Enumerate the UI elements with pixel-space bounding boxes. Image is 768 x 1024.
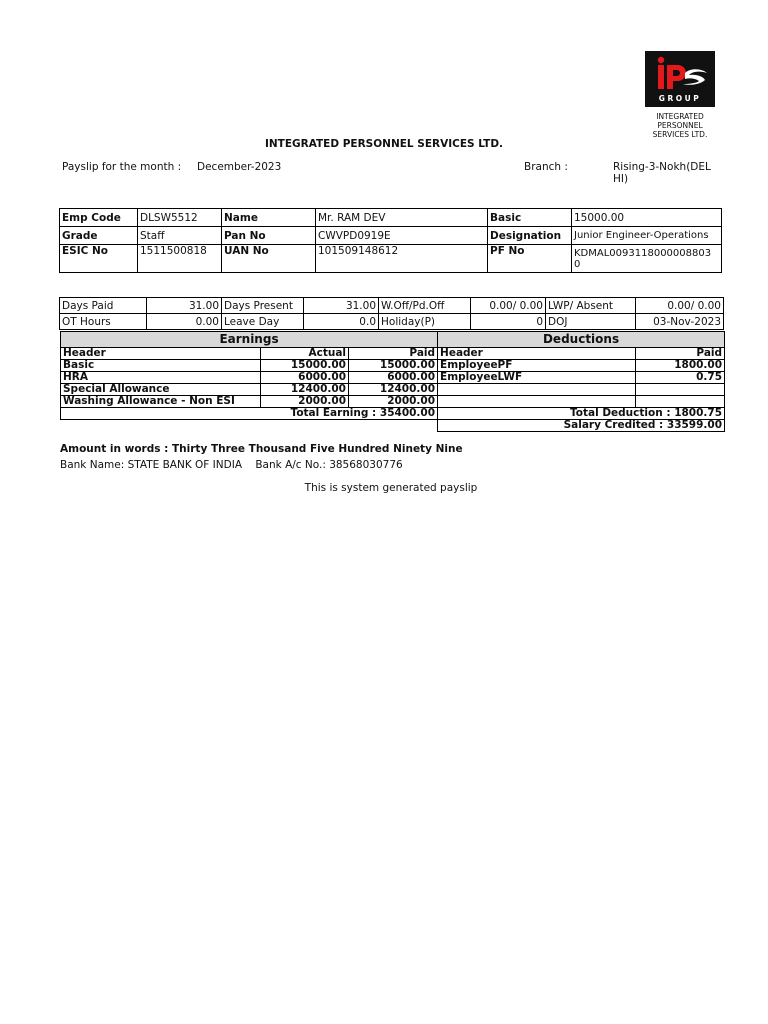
- earning-name: Special Allowance: [61, 384, 261, 396]
- ded-col-header: Header: [438, 348, 636, 360]
- pan-label: Pan No: [222, 227, 316, 245]
- earnings-title: Earnings: [61, 332, 438, 348]
- employee-info-table: [59, 208, 722, 273]
- earning-actual: 6000.00: [261, 372, 349, 384]
- emp-code-value: DLSW5512: [138, 209, 222, 227]
- earn-col-header: Header: [61, 348, 261, 360]
- table-row: [60, 209, 722, 227]
- deduction-name: EmployeePF: [438, 360, 636, 372]
- empty-cell: [61, 420, 438, 432]
- days-paid-label: Days Paid: [60, 298, 147, 314]
- deduction-name: EmployeeLWF: [438, 372, 636, 384]
- logo-caption-line: INTEGRATED: [656, 112, 704, 121]
- logo-group-text: GROUP: [658, 94, 702, 103]
- empty-cell: [636, 396, 725, 408]
- ot-label: OT Hours: [60, 314, 147, 330]
- basic-value: 15000.00: [572, 209, 722, 227]
- total-earning: Total Earning : 35400.00: [61, 408, 438, 420]
- lwp-value: 0.00/ 0.00: [636, 298, 724, 314]
- table-row: [61, 420, 725, 432]
- attendance-table: [59, 297, 724, 330]
- deductions-title: Deductions: [438, 332, 725, 348]
- branch-value-line: HI): [613, 173, 629, 185]
- branch-value: [613, 161, 711, 185]
- earn-col-paid: Paid: [349, 348, 438, 360]
- esic-label: ESIC No: [60, 245, 138, 273]
- ot-value: 0.00: [147, 314, 222, 330]
- grade-label: Grade: [60, 227, 138, 245]
- pf-label: PF No: [488, 245, 572, 273]
- system-generated-note: This is system generated payslip: [304, 482, 478, 494]
- designation-value: Junior Engineer-Operations: [572, 227, 722, 245]
- earnings-deductions-table: [60, 331, 725, 432]
- logo-caption-line: PERSONNEL: [657, 121, 703, 130]
- table-row: [60, 314, 724, 330]
- pan-value: CWVPD0919E: [316, 227, 488, 245]
- logo-caption-line: SERVICES LTD.: [652, 130, 708, 139]
- days-present-label: Days Present: [222, 298, 304, 314]
- pf-value: KDMAL0093118000008803 0: [572, 245, 722, 273]
- deduction-paid: 1800.00: [636, 360, 725, 372]
- month-value: December-2023: [197, 161, 282, 173]
- earning-actual: 15000.00: [261, 360, 349, 372]
- empty-cell: [438, 396, 636, 408]
- days-present-value: 31.00: [304, 298, 379, 314]
- leave-value: 0.0: [304, 314, 379, 330]
- amount-in-words: Amount in words : Thirty Three Thousand Five Hundred Ninety Nine: [60, 443, 463, 455]
- lwp-label: LWP/ Absent: [546, 298, 636, 314]
- table-row: [60, 298, 724, 314]
- earning-name: Washing Allowance - Non ESI: [61, 396, 261, 408]
- table-row: [61, 384, 725, 396]
- salary-credited: Salary Credited : 33599.00: [438, 420, 725, 432]
- earning-paid: 6000.00: [349, 372, 438, 384]
- empty-cell: [438, 384, 636, 396]
- earning-actual: 12400.00: [261, 384, 349, 396]
- earning-actual: 2000.00: [261, 396, 349, 408]
- uan-label: UAN No: [222, 245, 316, 273]
- days-paid-value: 31.00: [147, 298, 222, 314]
- table-row: [61, 348, 725, 360]
- table-row: [61, 396, 725, 408]
- total-deduction: Total Deduction : 1800.75: [438, 408, 725, 420]
- logo-caption: [638, 112, 722, 139]
- earning-paid: 12400.00: [349, 384, 438, 396]
- branch-label: Branch :: [524, 161, 568, 173]
- earning-paid: 2000.00: [349, 396, 438, 408]
- basic-label: Basic: [488, 209, 572, 227]
- woff-value: 0.00/ 0.00: [471, 298, 546, 314]
- table-row: [60, 245, 722, 273]
- company-name: INTEGRATED PERSONNEL SERVICES LTD.: [264, 138, 504, 150]
- empty-cell: [636, 384, 725, 396]
- uan-value: 101509148612: [316, 245, 488, 273]
- grade-value: Staff: [138, 227, 222, 245]
- earning-name: Basic: [61, 360, 261, 372]
- ded-col-paid: Paid: [636, 348, 725, 360]
- esic-value: 1511500818: [138, 245, 222, 273]
- emp-code-label: Emp Code: [60, 209, 138, 227]
- holiday-label: Holiday(P): [379, 314, 471, 330]
- designation-label: Designation: [488, 227, 572, 245]
- bank-details: Bank Name: STATE BANK OF INDIA Bank A/c No.: 38568030776: [60, 459, 403, 471]
- table-row: [61, 372, 725, 384]
- earning-paid: 15000.00: [349, 360, 438, 372]
- holiday-value: 0: [471, 314, 546, 330]
- deduction-paid: 0.75: [636, 372, 725, 384]
- branch-value-line: Rising-3-Nokh(DEL: [613, 161, 711, 173]
- leave-label: Leave Day: [222, 314, 304, 330]
- doj-label: DOJ: [546, 314, 636, 330]
- earn-col-actual: Actual: [261, 348, 349, 360]
- table-row: [61, 332, 725, 348]
- month-label: Payslip for the month :: [62, 161, 182, 173]
- name-value: Mr. RAM DEV: [316, 209, 488, 227]
- woff-label: W.Off/Pd.Off: [379, 298, 471, 314]
- name-label: Name: [222, 209, 316, 227]
- table-row: [61, 360, 725, 372]
- earning-name: HRA: [61, 372, 261, 384]
- table-row: [60, 227, 722, 245]
- table-row: [61, 408, 725, 420]
- company-logo: [645, 51, 715, 107]
- doj-value: 03-Nov-2023: [636, 314, 724, 330]
